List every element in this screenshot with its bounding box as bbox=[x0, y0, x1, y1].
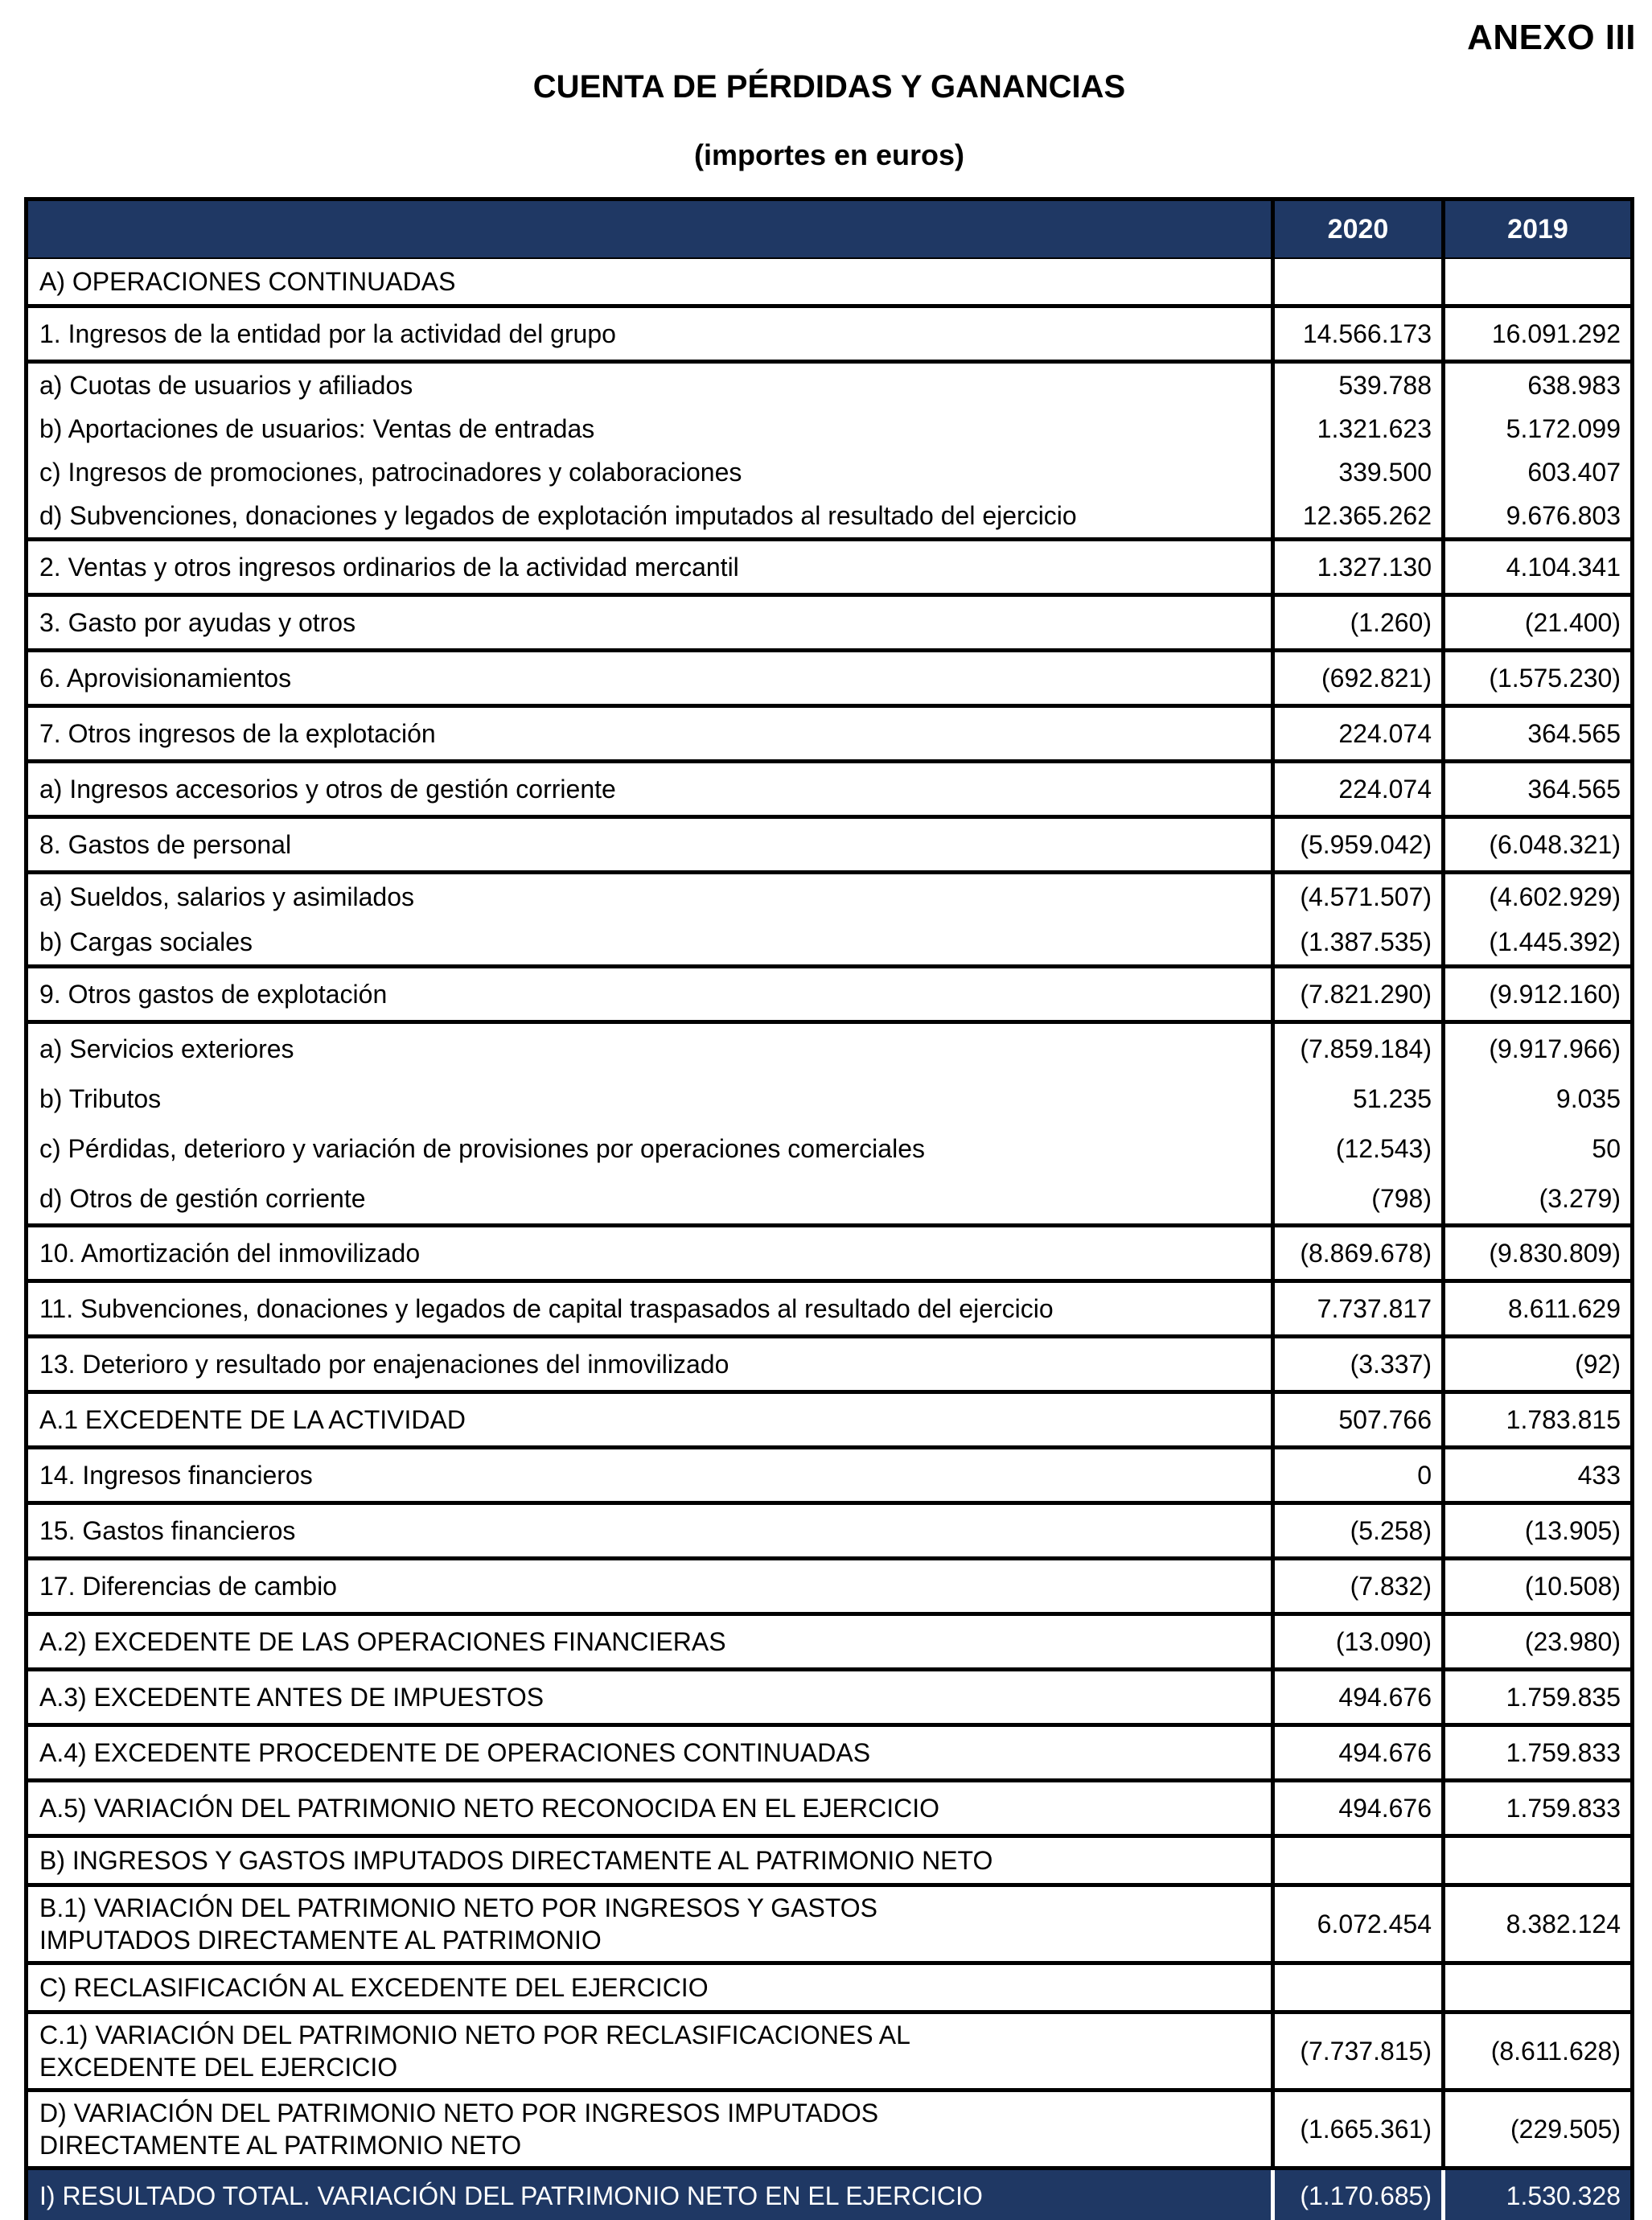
header-year-2020: 2020 bbox=[1271, 201, 1441, 257]
page-title: CUENTA DE PÉRDIDAS Y GANANCIAS bbox=[532, 69, 1126, 105]
table-group-gastos-detalle bbox=[28, 1020, 1630, 1223]
value-2020: (798) bbox=[1271, 1174, 1441, 1223]
table-row-excedente-actividad bbox=[28, 1390, 1630, 1445]
value-2020: 6.072.454 bbox=[1271, 1887, 1441, 1961]
row-label: 15. Gastos financieros bbox=[39, 1516, 296, 1545]
value-2020 bbox=[1271, 1965, 1441, 2010]
value-2019: 1.759.833 bbox=[1441, 1727, 1630, 1778]
value-2020: (1.665.361) bbox=[1271, 2092, 1441, 2166]
value-2020: 539.788 bbox=[1271, 364, 1441, 407]
row-label: A.4) EXCEDENTE PROCEDENTE DE OPERACIONES CONTINUADAS bbox=[39, 1738, 871, 1767]
row-label: A.2) EXCEDENTE DE LAS OPERACIONES FINANCIERAS bbox=[39, 1627, 726, 1656]
value-2019: (1.575.230) bbox=[1441, 652, 1630, 704]
row-label: A) OPERACIONES CONTINUADAS bbox=[39, 267, 456, 296]
table-row-variacion-c1 bbox=[28, 2010, 1630, 2088]
table-row-resultado-total bbox=[28, 2166, 1630, 2220]
table-header-row bbox=[28, 201, 1630, 257]
table-row-section-b bbox=[28, 1834, 1630, 1883]
value-2019: (229.505) bbox=[1441, 2092, 1630, 2166]
value-2019: (4.602.929) bbox=[1441, 874, 1630, 919]
row-label: c) Pérdidas, deterioro y variación de provisiones por operaciones comerciales bbox=[39, 1134, 925, 1163]
table-row-sueldos bbox=[28, 874, 1630, 919]
value-2019: 9.035 bbox=[1441, 1074, 1630, 1124]
value-2020: 1.327.130 bbox=[1271, 541, 1441, 593]
row-label-text: C.1) VARIACIÓN DEL PATRIMONIO NETO POR RECLASIFICACIONES AL EXCEDENTE DEL EJERCICIO bbox=[39, 2021, 910, 2082]
value-2020: 7.737.817 bbox=[1271, 1283, 1441, 1334]
value-2020: (1.260) bbox=[1271, 597, 1441, 648]
row-label: b) Tributos bbox=[39, 1084, 162, 1113]
value-2020: (13.090) bbox=[1271, 1616, 1441, 1667]
table-row-excedente-continuadas bbox=[28, 1723, 1630, 1778]
value-2019: 8.382.124 bbox=[1441, 1887, 1630, 1961]
value-2020: 507.766 bbox=[1271, 1394, 1441, 1445]
value-2020: (7.737.815) bbox=[1271, 2014, 1441, 2088]
value-2020: (5.258) bbox=[1271, 1505, 1441, 1556]
row-label: A.5) VARIACIÓN DEL PATRIMONIO NETO RECONOCIDA EN EL EJERCICIO bbox=[39, 1794, 939, 1823]
value-2019 bbox=[1441, 259, 1630, 304]
table-row-otros-gastos-explotacion bbox=[28, 964, 1630, 1020]
value-2019: (1.445.392) bbox=[1441, 919, 1630, 964]
table-row-gastos-financieros bbox=[28, 1501, 1630, 1556]
table-row-variacion-b1 bbox=[28, 1883, 1630, 1961]
row-label-text: B.1) VARIACIÓN DEL PATRIMONIO NETO POR INGRESOS Y GASTOS IMPUTADOS DIRECTAMENTE AL PATRIMONIO bbox=[39, 1893, 877, 1955]
value-2019: 1.530.328 bbox=[1441, 2170, 1630, 2220]
table-group-personal-detalle bbox=[28, 870, 1630, 964]
table-group-ingresos-detalle bbox=[28, 360, 1630, 537]
value-2019: (13.905) bbox=[1441, 1505, 1630, 1556]
table-row-excedente-antes-impuestos bbox=[28, 1667, 1630, 1723]
page-subtitle: (importes en euros) bbox=[693, 138, 965, 171]
value-2020: 12.365.262 bbox=[1271, 494, 1441, 537]
value-2020: (8.869.678) bbox=[1271, 1227, 1441, 1279]
value-2019: 364.565 bbox=[1441, 708, 1630, 759]
value-2019: (6.048.321) bbox=[1441, 819, 1630, 870]
row-label: c) Ingresos de promociones, patrocinadores y colaboraciones bbox=[39, 458, 742, 487]
value-2019: (8.611.628) bbox=[1441, 2014, 1630, 2088]
value-2019: 1.783.815 bbox=[1441, 1394, 1630, 1445]
value-2019: 5.172.099 bbox=[1441, 407, 1630, 450]
row-label: 9. Otros gastos de explotación bbox=[39, 980, 388, 1009]
row-label: 17. Diferencias de cambio bbox=[39, 1572, 337, 1601]
value-2019 bbox=[1441, 1965, 1630, 2010]
table-row-diferencias-cambio bbox=[28, 1556, 1630, 1612]
table-row-cargas-sociales bbox=[28, 919, 1630, 964]
table-row-amortizacion bbox=[28, 1223, 1630, 1279]
value-2020: 51.235 bbox=[1271, 1074, 1441, 1124]
value-2019: (23.980) bbox=[1441, 1616, 1630, 1667]
value-2019: 16.091.292 bbox=[1441, 308, 1630, 360]
table-row-perdidas-provisiones bbox=[28, 1124, 1630, 1174]
row-label: 2. Ventas y otros ingresos ordinarios de la actividad mercantil bbox=[39, 553, 739, 582]
row-label: a) Ingresos accesorios y otros de gestión corriente bbox=[39, 775, 616, 804]
table-row-ingresos-accesorios bbox=[28, 759, 1630, 815]
table-row-cuotas bbox=[28, 364, 1630, 407]
value-2020: 224.074 bbox=[1271, 708, 1441, 759]
table-row-excedente-financieras bbox=[28, 1612, 1630, 1667]
value-2019: 638.983 bbox=[1441, 364, 1630, 407]
row-label: d) Otros de gestión corriente bbox=[39, 1184, 366, 1213]
table-row-variacion-reconocida bbox=[28, 1778, 1630, 1834]
table-row-section-a bbox=[28, 257, 1630, 304]
table-row-gastos-personal bbox=[28, 815, 1630, 870]
profit-loss-table bbox=[24, 197, 1634, 2220]
table-row-promociones bbox=[28, 450, 1630, 494]
table-row-otros-gestion-corriente bbox=[28, 1174, 1630, 1223]
row-label: 13. Deterioro y resultado por enajenaciones del inmovilizado bbox=[39, 1350, 729, 1379]
value-2019: (3.279) bbox=[1441, 1174, 1630, 1223]
row-label: B) INGRESOS Y GASTOS IMPUTADOS DIRECTAMENTE AL PATRIMONIO NETO bbox=[39, 1846, 993, 1875]
value-2020: 494.676 bbox=[1271, 1727, 1441, 1778]
value-2019: 603.407 bbox=[1441, 450, 1630, 494]
table-row-gasto-ayudas bbox=[28, 593, 1630, 648]
value-2020: (1.170.685) bbox=[1271, 2170, 1441, 2220]
row-label: 1. Ingresos de la entidad por la actividad del grupo bbox=[39, 319, 616, 348]
table-row-aprovisionamientos bbox=[28, 648, 1630, 704]
value-2019: (9.912.160) bbox=[1441, 968, 1630, 1020]
value-2019: 364.565 bbox=[1441, 763, 1630, 815]
annex-label: ANEXO III bbox=[1467, 18, 1636, 57]
value-2020: 494.676 bbox=[1271, 1671, 1441, 1723]
row-label: 6. Aprovisionamientos bbox=[39, 664, 292, 693]
table-row-variacion-d bbox=[28, 2088, 1630, 2166]
value-2020: 224.074 bbox=[1271, 763, 1441, 815]
row-label: d) Subvenciones, donaciones y legados de explotación imputados al resultado del ejercicio bbox=[39, 501, 1077, 530]
row-label: a) Cuotas de usuarios y afiliados bbox=[39, 371, 413, 400]
value-2019: 1.759.833 bbox=[1441, 1782, 1630, 1834]
value-2020: (1.387.535) bbox=[1271, 919, 1441, 964]
table-row-ventas-mercantil bbox=[28, 537, 1630, 593]
value-2020: (12.543) bbox=[1271, 1124, 1441, 1174]
row-label: 7. Otros ingresos de la explotación bbox=[39, 719, 436, 748]
value-2020: (7.821.290) bbox=[1271, 968, 1441, 1020]
row-label: 14. Ingresos financieros bbox=[39, 1461, 313, 1490]
table-row-otros-ingresos bbox=[28, 704, 1630, 759]
header-year-2019: 2019 bbox=[1441, 201, 1630, 257]
value-2019: 1.759.835 bbox=[1441, 1671, 1630, 1723]
row-label: a) Servicios exteriores bbox=[39, 1034, 294, 1063]
value-2020: (692.821) bbox=[1271, 652, 1441, 704]
table-row-ingresos-financieros bbox=[28, 1445, 1630, 1501]
row-label: a) Sueldos, salarios y asimilados bbox=[39, 882, 414, 911]
value-2019: 8.611.629 bbox=[1441, 1283, 1630, 1334]
table-row-aportaciones bbox=[28, 407, 1630, 450]
table-row-servicios-exteriores bbox=[28, 1024, 1630, 1074]
row-label: b) Cargas sociales bbox=[39, 927, 253, 956]
row-label bbox=[28, 1887, 1271, 1961]
row-label: A.3) EXCEDENTE ANTES DE IMPUESTOS bbox=[39, 1683, 545, 1712]
row-label: A.1 EXCEDENTE DE LA ACTIVIDAD bbox=[39, 1405, 466, 1434]
table-row-subvenciones-capital bbox=[28, 1279, 1630, 1334]
value-2020: (7.859.184) bbox=[1271, 1024, 1441, 1074]
value-2019: (9.917.966) bbox=[1441, 1024, 1630, 1074]
table-row-ingresos-entidad bbox=[28, 304, 1630, 360]
value-2020: 494.676 bbox=[1271, 1782, 1441, 1834]
value-2019 bbox=[1441, 1838, 1630, 1883]
value-2020 bbox=[1271, 259, 1441, 304]
value-2020: (7.832) bbox=[1271, 1560, 1441, 1612]
row-label: b) Aportaciones de usuarios: Ventas de entradas bbox=[39, 414, 595, 443]
value-2019: 9.676.803 bbox=[1441, 494, 1630, 537]
row-label: I) RESULTADO TOTAL. VARIACIÓN DEL PATRIMONIO NETO EN EL EJERCICIO bbox=[39, 2181, 983, 2210]
row-label-text: D) VARIACIÓN DEL PATRIMONIO NETO POR INGRESOS IMPUTADOS DIRECTAMENTE AL PATRIMONIO NETO bbox=[39, 2099, 879, 2160]
row-label: C) RECLASIFICACIÓN AL EXCEDENTE DEL EJERCICIO bbox=[39, 1973, 709, 2002]
value-2019: 433 bbox=[1441, 1449, 1630, 1501]
row-label bbox=[28, 2092, 1271, 2166]
table-row-subvenciones-explotacion bbox=[28, 494, 1630, 537]
value-2020: 1.321.623 bbox=[1271, 407, 1441, 450]
value-2019: (10.508) bbox=[1441, 1560, 1630, 1612]
value-2019: (92) bbox=[1441, 1338, 1630, 1390]
value-2019: 4.104.341 bbox=[1441, 541, 1630, 593]
row-label: 3. Gasto por ayudas y otros bbox=[39, 608, 356, 637]
value-2019: (9.830.809) bbox=[1441, 1227, 1630, 1279]
row-label bbox=[28, 2014, 1271, 2088]
table-row-deterioro-enajenaciones bbox=[28, 1334, 1630, 1390]
value-2019: (21.400) bbox=[1441, 597, 1630, 648]
value-2020: 339.500 bbox=[1271, 450, 1441, 494]
value-2020: (3.337) bbox=[1271, 1338, 1441, 1390]
row-label: 8. Gastos de personal bbox=[39, 830, 292, 859]
row-label: 10. Amortización del inmovilizado bbox=[39, 1239, 421, 1268]
table-row-section-c bbox=[28, 1961, 1630, 2010]
value-2020: 0 bbox=[1271, 1449, 1441, 1501]
value-2020: (5.959.042) bbox=[1271, 819, 1441, 870]
value-2020 bbox=[1271, 1838, 1441, 1883]
value-2020: (4.571.507) bbox=[1271, 874, 1441, 919]
value-2020: 14.566.173 bbox=[1271, 308, 1441, 360]
table-row-tributos bbox=[28, 1074, 1630, 1124]
value-2019: 50 bbox=[1441, 1124, 1630, 1174]
row-label: 11. Subvenciones, donaciones y legados de capital traspasados al resultado del ejercicio bbox=[39, 1294, 1054, 1323]
header-empty-cell bbox=[28, 201, 1271, 257]
